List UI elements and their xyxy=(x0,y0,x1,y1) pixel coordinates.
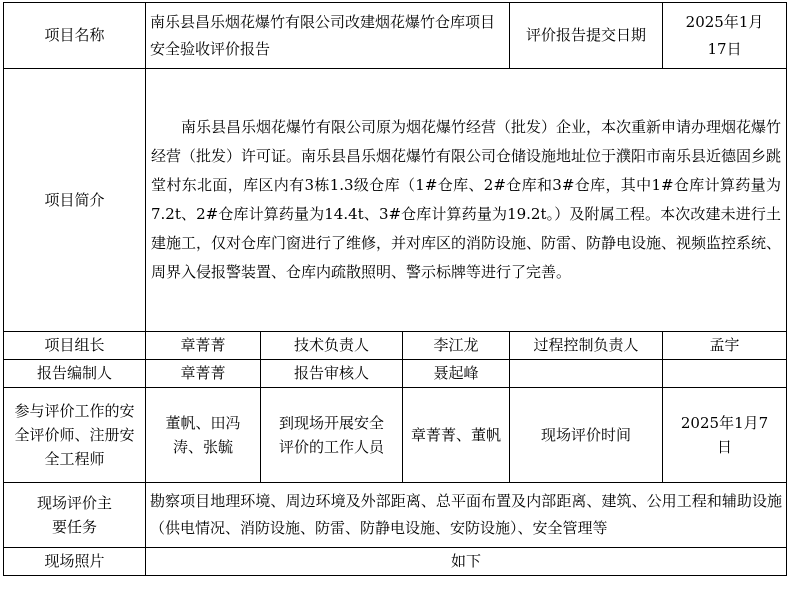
submit-date-value: 2025年1月17日 xyxy=(663,3,787,69)
project-intro-cell xyxy=(146,69,787,332)
project-name-label: 项目名称 xyxy=(4,3,146,69)
photos-value: 如下 xyxy=(146,548,787,576)
report-staff-row xyxy=(4,360,787,388)
tech-lead-value: 李江龙 xyxy=(403,332,510,360)
project-intro-text: 南乐县昌乐烟花爆竹有限公司原为烟花爆竹经营（批发）企业，本次重新申请办理烟花爆竹经营（批发）许可证。南乐县昌乐烟花爆竹有限公司仓储设施地址位于濮阳市南乐县近德固乡跳堂村东北面，库区内有3栋1.3级仓库（1#仓库、2#仓库和3#仓库，其中1#仓库计算药量为7.2t、2#仓库计算药量为14.4t、3#仓库计算药量为19.2t。）及附属工程。本次改建未进行土建施工，仅对仓库门窗进行了维修，并对库区的消防设施、防雷、防静电设施、视频监控系统、周界入侵报警装置、仓库内疏散照明、警示标牌等进行了完善。 xyxy=(151,118,782,281)
editor-value: 章菁菁 xyxy=(146,360,261,388)
submit-date-label: 评价报告提交日期 xyxy=(510,3,663,69)
onsite-time-label: 现场评价时间 xyxy=(510,388,663,483)
process-control-label: 过程控制负责人 xyxy=(510,332,663,360)
tasks-label: 现场评价主要任务 xyxy=(4,483,146,548)
project-name-row xyxy=(4,3,787,69)
tech-lead-label: 技术负责人 xyxy=(261,332,403,360)
blank-cell xyxy=(663,360,787,388)
tasks-row xyxy=(4,483,787,548)
onsite-staff-label: 到现场开展安全评价的工作人员 xyxy=(261,388,403,483)
project-intro-label: 项目简介 xyxy=(4,69,146,332)
project-intro-row xyxy=(4,69,787,332)
photos-row xyxy=(4,548,787,576)
assessors-label: 参与评价工作的安全评价师、注册安全工程师 xyxy=(4,388,146,483)
reviewer-label: 报告审核人 xyxy=(261,360,403,388)
editor-label: 报告编制人 xyxy=(4,360,146,388)
assessors-row xyxy=(4,388,787,483)
assessors-value: 董帆、田冯涛、张毓 xyxy=(146,388,261,483)
reviewer-value: 聂起峰 xyxy=(403,360,510,388)
project-name-value: 南乐县昌乐烟花爆竹有限公司改建烟花爆竹仓库项目安全验收评价报告 xyxy=(146,3,510,69)
photos-label: 现场照片 xyxy=(4,548,146,576)
blank-cell xyxy=(510,360,663,388)
team-leader-row xyxy=(4,332,787,360)
onsite-time-value: 2025年1月7日 xyxy=(663,388,787,483)
process-control-value: 孟宇 xyxy=(663,332,787,360)
report-info-table xyxy=(3,2,787,576)
leader-label: 项目组长 xyxy=(4,332,146,360)
leader-value: 章菁菁 xyxy=(146,332,261,360)
onsite-staff-value: 章菁菁、董帆 xyxy=(403,388,510,483)
tasks-value: 勘察项目地理环境、周边环境及外部距离、总平面布置及内部距离、建筑、公用工程和辅助设施（供电情况、消防设施、防雷、防静电设施、安防设施）、安全管理等 xyxy=(146,483,787,548)
